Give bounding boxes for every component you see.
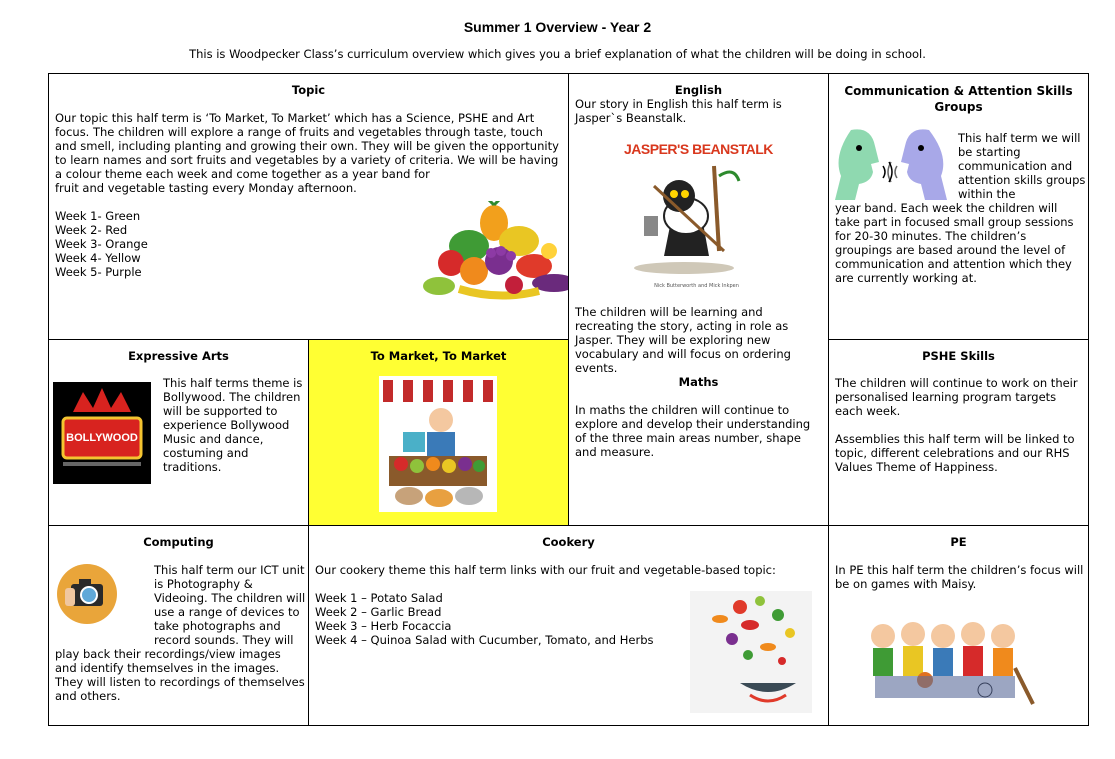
computing-body-2: play back their recordings/view images and identify themselves in the images. They will listen to recordings of themselves and others. bbox=[55, 647, 305, 703]
pshe-cell bbox=[828, 339, 1089, 526]
computing-heading: Computing bbox=[143, 535, 214, 549]
page-title: Summer 1 Overview - Year 2 bbox=[463, 19, 652, 35]
camera-icon bbox=[57, 564, 117, 624]
list-item: Week 2 – Garlic Bread bbox=[315, 605, 442, 619]
jaspers-beanstalk-book-cover bbox=[624, 141, 773, 292]
talking-faces-icon bbox=[831, 126, 949, 202]
communication-heading: Communication & Attention Skills Groups bbox=[844, 84, 1073, 114]
page-subtitle: This is Woodpecker Class’s curriculum overview which gives you a brief explanation of what the children will be doing in school. bbox=[189, 47, 926, 61]
maths-body: In maths the children will continue to explore and develop their understanding of the three main areas number, shape and measure. bbox=[575, 403, 811, 459]
bollywood-sign-image bbox=[53, 382, 151, 484]
cookery-heading: Cookery bbox=[542, 535, 595, 549]
english-body: The children will be learning and recreating the story, acting in role as Jasper. They will be exploring new vocabulary and will focus on ordering events. bbox=[575, 305, 791, 375]
list-item: Week 5- Purple bbox=[55, 265, 142, 279]
computing-cell bbox=[48, 525, 309, 726]
to-market-heading: To Market, To Market bbox=[370, 349, 507, 363]
pshe-body-1: The children will continue to work on their personalised learning program targets each week. bbox=[835, 376, 1078, 418]
computing-body-1: This half term our ICT unit is Photography & Videoing. The children will use a range of devices to take photographs and record sounds. They will bbox=[154, 563, 306, 647]
vegetables-bowl-illustration bbox=[690, 591, 812, 713]
to-market-cell bbox=[308, 339, 569, 526]
expressive-arts-heading: Expressive Arts bbox=[128, 349, 229, 363]
communication-cell bbox=[828, 73, 1089, 340]
topic-body: Our topic this half term is ‘To Market, To Market’ which has a Science, PSHE and Art focus. The children will explore a range of fruits and vegetables through taste, touch and smell, including planting and growing their own. They will be given the opportunity to learn names and sort fruits and vegetables by a variety of criteria. We will be having a colour theme each week and come together as a year band for bbox=[55, 111, 559, 181]
book-title: JASPER'S BEANSTALK bbox=[624, 141, 773, 157]
expressive-arts-cell bbox=[48, 339, 309, 526]
topic-weeks-list bbox=[55, 209, 195, 279]
list-item: Week 4- Yellow bbox=[55, 251, 141, 265]
english-heading: English bbox=[674, 83, 723, 97]
market-stall-icon bbox=[379, 376, 497, 512]
topic-cell bbox=[48, 73, 569, 340]
fruit-vegetables-illustration bbox=[399, 201, 569, 305]
cookery-weeks-list bbox=[315, 591, 715, 647]
expressive-arts-body: This half terms theme is Bollywood. The children will be supported to experience Bollywood Music and dance, costuming and traditions. bbox=[163, 376, 303, 474]
cookery-intro: Our cookery theme this half term links with our fruit and vegetable-based topic: bbox=[315, 563, 776, 577]
pshe-body-2: Assemblies this half term will be linked to topic, different celebrations and our RHS Values Theme of Happiness. bbox=[835, 432, 1075, 474]
list-item: Week 1 – Potato Salad bbox=[315, 591, 443, 605]
pshe-heading: PSHE Skills bbox=[922, 349, 995, 363]
communication-body-1: This half term we will be starting communication and attention skills groups within the bbox=[958, 131, 1086, 201]
cookery-cell bbox=[308, 525, 829, 726]
communication-body-2: year band. Each week the children will take part in focused small group sessions for 20-30 minutes. The children’s groupings are based around the level of communication and attention which they are currently working at. bbox=[835, 201, 1074, 285]
pe-heading: PE bbox=[950, 535, 967, 549]
list-item: Week 2- Red bbox=[55, 223, 128, 237]
list-item: Week 1- Green bbox=[55, 209, 141, 223]
maths-heading: Maths bbox=[678, 375, 719, 389]
cat-illustration bbox=[624, 156, 769, 276]
pe-body: In PE this half term the children’s focus will be on games with Maisy. bbox=[835, 563, 1084, 591]
topic-heading: Topic bbox=[291, 83, 326, 97]
pe-cell bbox=[828, 525, 1089, 726]
list-item: Week 3 – Herb Focaccia bbox=[315, 619, 452, 633]
topic-body-2: fruit and vegetable tasting every Monday afternoon. bbox=[55, 181, 357, 195]
book-authors: Nick Butterworth and Mick Inkpen bbox=[654, 283, 739, 289]
english-cell bbox=[568, 73, 829, 526]
list-item: Week 4 – Quinoa Salad with Cucumber, Tomato, and Herbs bbox=[315, 633, 654, 647]
market-stall-illustration bbox=[379, 376, 497, 512]
children-sports-illustration bbox=[865, 618, 1035, 708]
list-item: Week 3- Orange bbox=[55, 237, 148, 251]
bollywood-sign-text: BOLLYWOOD bbox=[66, 432, 138, 444]
english-intro: Our story in English this half term is Jasper`s Beanstalk. bbox=[575, 97, 782, 125]
